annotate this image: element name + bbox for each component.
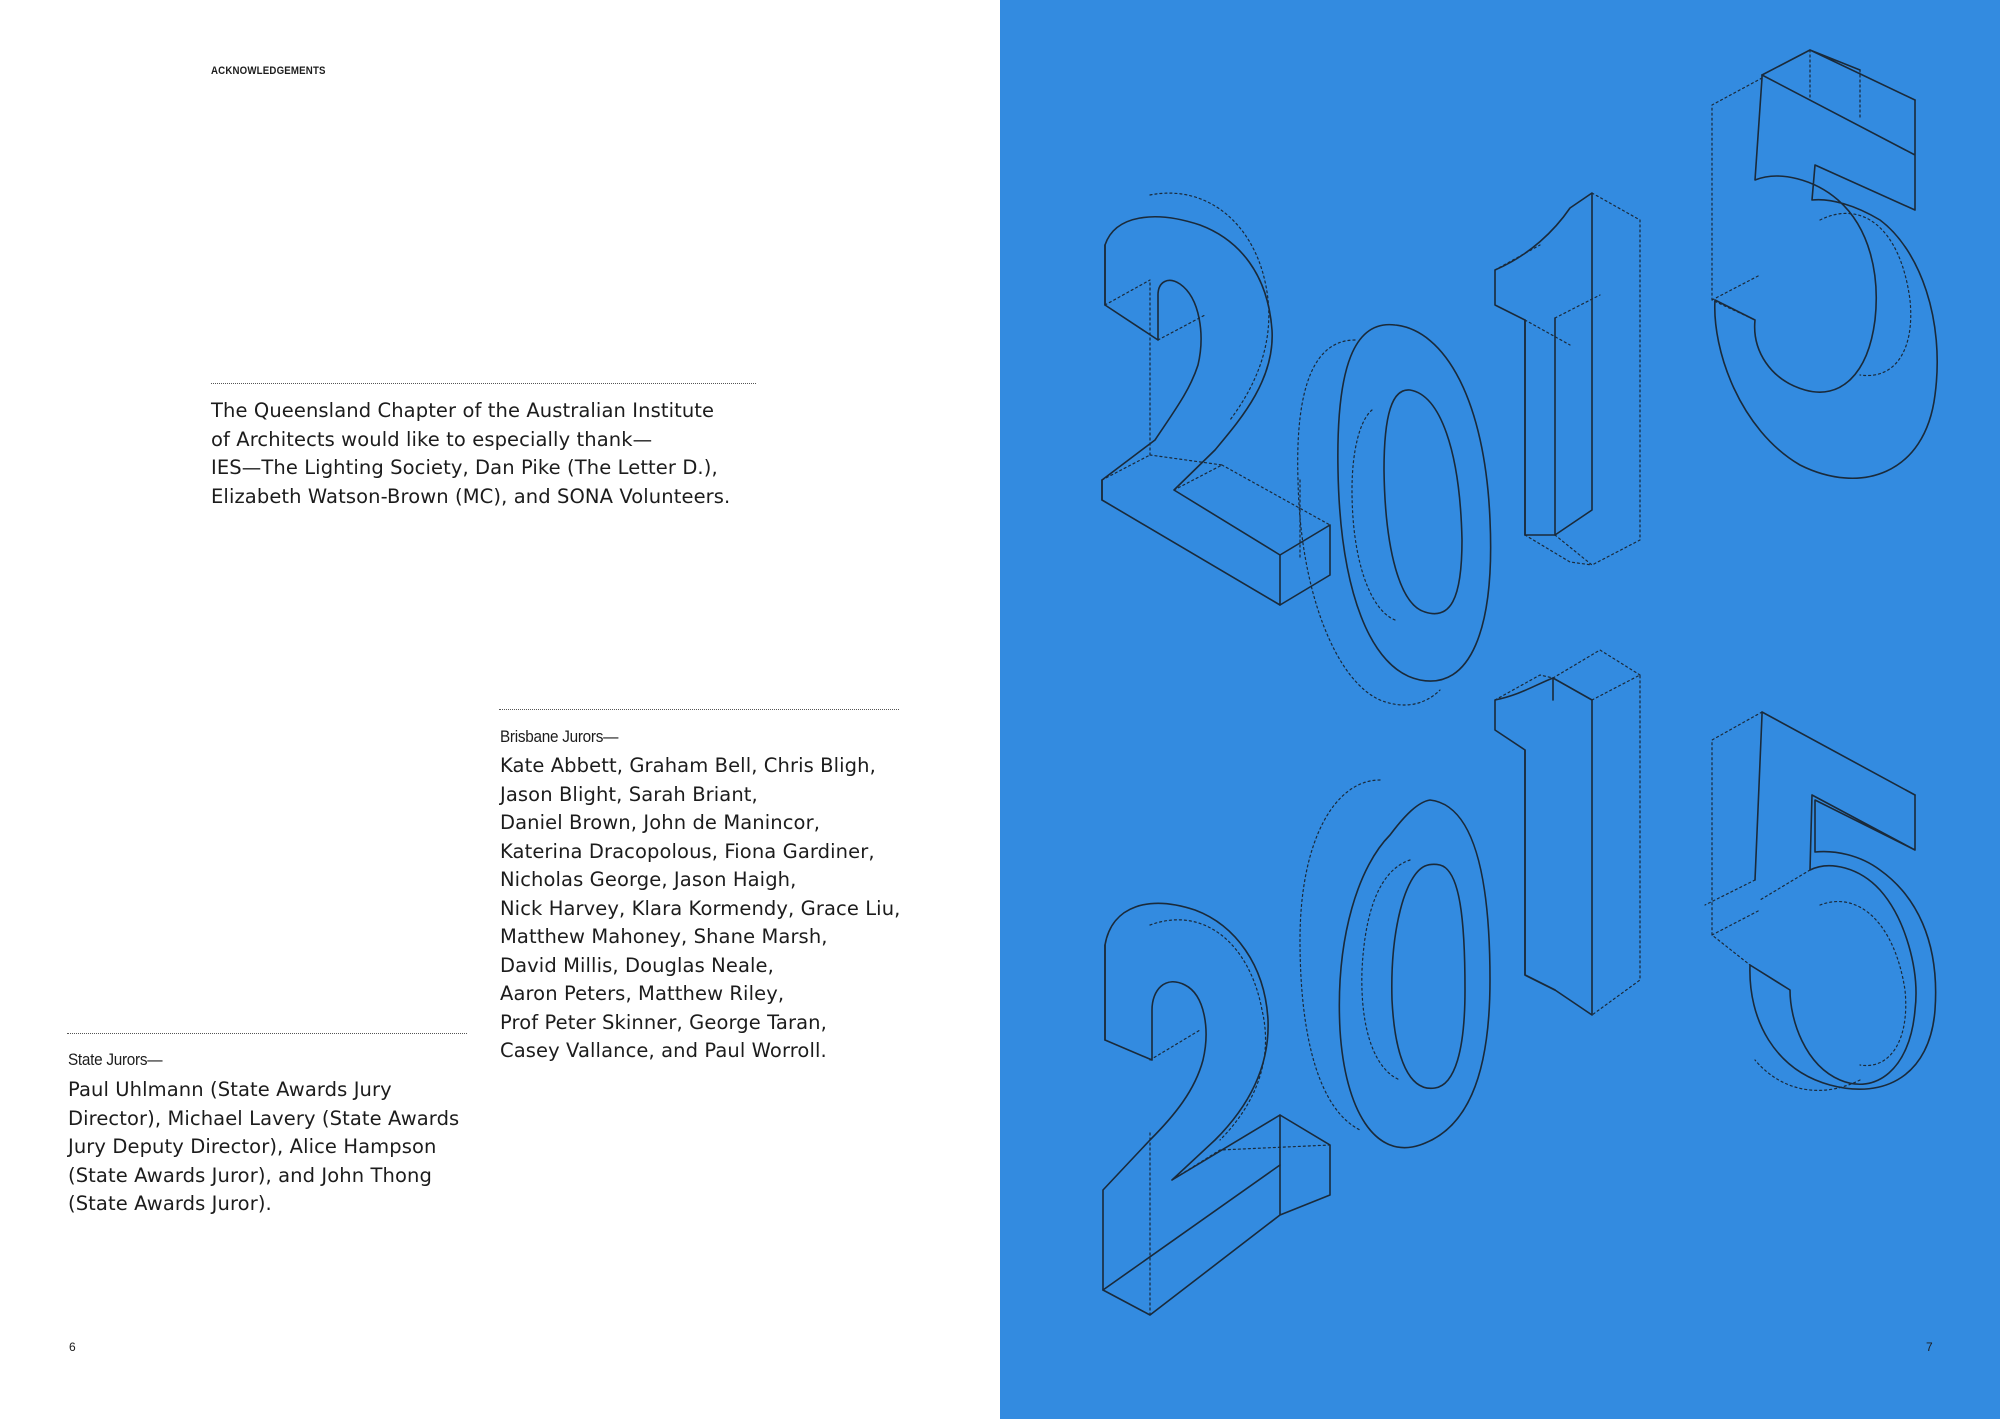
intro-paragraph: [211, 397, 730, 511]
intro-line: Elizabeth Watson-Brown (MC), and SONA Volunteers.: [211, 484, 731, 508]
page-number-right: 7: [1926, 1340, 1933, 1354]
juror-line: Nick Harvey, Klara Kormendy, Grace Liu,: [500, 896, 901, 920]
intro-line: The Queensland Chapter of the Australian Institute: [211, 399, 715, 422]
digit-1-outline-bottom: [1495, 650, 1640, 1015]
right-page: [1000, 0, 2000, 1419]
juror-line: Prof Peter Skinner, George Taran,: [500, 1010, 827, 1034]
digit-0-outline-top: [1298, 325, 1491, 705]
digit-5-outline-bottom: [1705, 712, 1936, 1090]
juror-line: Jason Blight, Sarah Briant,: [500, 782, 758, 806]
page-number-left: 6: [69, 1340, 76, 1354]
juror-line: Casey Vallance, and Paul Worroll.: [500, 1039, 827, 1062]
juror-line: David Millis, Douglas Neale,: [500, 953, 774, 977]
intro-line: IES—The Lighting Society, Dan Pike (The Letter D.),: [211, 456, 718, 479]
digit-5-outline-top: [1712, 50, 1937, 478]
brisbane-jurors-heading: Brisbane Jurors—: [500, 727, 619, 746]
digit-0-outline-bottom: [1300, 780, 1490, 1148]
juror-line: Paul Uhlmann (State Awards Jury: [68, 1078, 392, 1101]
state-jurors-heading: State Jurors—: [68, 1050, 163, 1069]
section-label: ACKNOWLEDGEMENTS: [211, 65, 326, 77]
brisbane-divider: [499, 709, 899, 710]
juror-line: Daniel Brown, John de Manincor,: [500, 811, 821, 834]
year-artwork-illustration: [1000, 0, 2000, 1419]
intro-divider: [211, 383, 756, 384]
digit-2-outline-bottom: [1103, 903, 1330, 1315]
juror-line: Aaron Peters, Matthew Riley,: [500, 982, 785, 1005]
brisbane-jurors-list: [500, 752, 900, 1066]
digit-2-outline-top: [1102, 193, 1330, 605]
juror-line: Director), Michael Lavery (State Awards: [68, 1106, 460, 1130]
digit-1-outline-top: [1495, 193, 1640, 565]
juror-line: Katerina Dracopolous, Fiona Gardiner,: [500, 839, 875, 863]
juror-line: (State Awards Juror), and John Thong: [68, 1163, 432, 1187]
intro-line: of Architects would like to especially thank—: [211, 427, 653, 451]
juror-line: Kate Abbett, Graham Bell, Chris Bligh,: [500, 754, 876, 777]
juror-line: Nicholas George, Jason Haigh,: [500, 868, 797, 891]
juror-line: Jury Deputy Director), Alice Hampson: [68, 1135, 437, 1158]
juror-line: (State Awards Juror).: [68, 1192, 272, 1215]
state-jurors-list: [68, 1076, 459, 1219]
juror-line: Matthew Mahoney, Shane Marsh,: [500, 925, 828, 948]
state-divider: [67, 1033, 467, 1034]
